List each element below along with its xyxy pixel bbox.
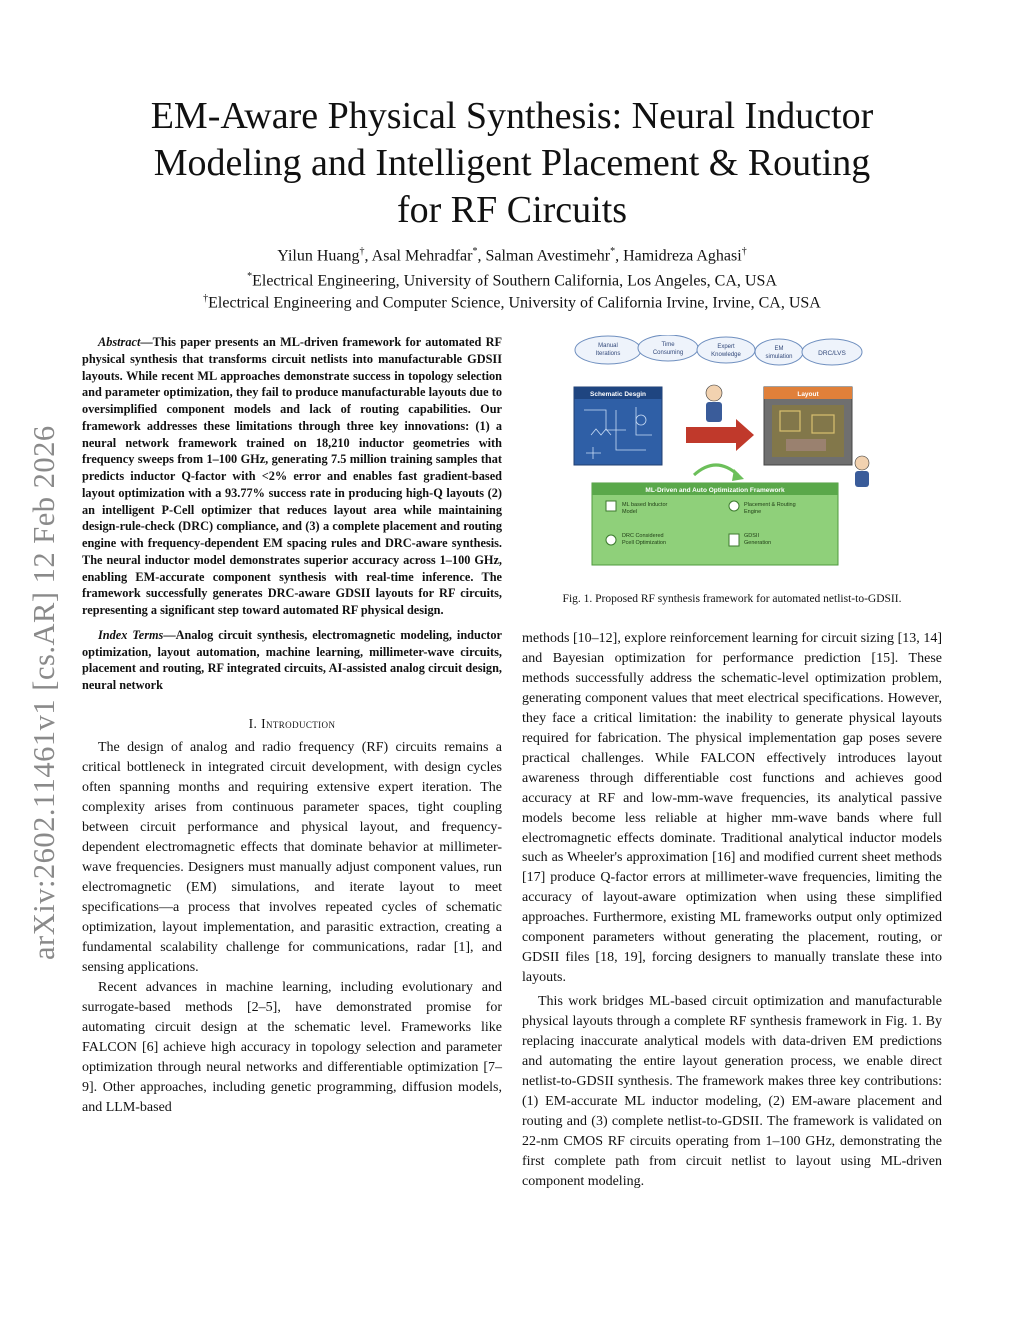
title-line-2: Modeling and Intelligent Placement & Routing xyxy=(153,142,871,184)
schematic-chip xyxy=(574,387,662,465)
gear-icon xyxy=(606,535,616,545)
affil-mark: * xyxy=(472,246,478,257)
cloud-label: simulation xyxy=(765,354,793,360)
cloud-label: Expert xyxy=(717,344,735,350)
affiliation-text: Electrical Engineering, University of Southern California, Los Angeles, CA, USA xyxy=(252,272,777,290)
abstract-lead: Abstract xyxy=(98,335,141,349)
framework-item: DRC Considered xyxy=(622,533,664,539)
cloud-em xyxy=(755,339,803,365)
right-column xyxy=(522,629,942,1192)
figure-caption: Fig. 1. Proposed RF synthesis framework for automated netlist-to-GDSII. xyxy=(562,593,902,605)
framework-item: Placement & Routing xyxy=(744,502,796,508)
body-paragraph: Recent advances in machine learning, including evolutionary and surrogate-based methods [2–5], have demonstrated promise for automating circuit design at the schematic level. Frameworks like FALCON [6] achieve high accuracy in topology selection and parameter optimization through neural networks and differentiable optimization [7–9]. Other approaches, including genetic programming, diffusion models, and LLM-based xyxy=(82,979,502,1115)
cloud-label: Manual xyxy=(598,343,618,349)
cloud-label: DRC/LVS xyxy=(818,350,846,357)
cloud-label: Consuming xyxy=(652,350,684,356)
affil-mark: † xyxy=(741,246,747,257)
left-column xyxy=(82,334,502,1118)
network-icon xyxy=(729,501,739,511)
body-paragraph: methods [10–12], explore reinforcement learning for circuit sizing [13, 14] and Bayesian optimization for performance prediction [15]. These methods successfully address the schematic-level optimization problem, generating component values that meet electrical specifications. However, they face a critical limitation: the inability to generate physical layouts required for fabrication. The physical implementation gap poses severe practical challenges. While FALCON effectively introduces layout awareness through differentiable cost functions and achieves good accuracy at RF and low-mm-wave frequencies, its analytical passive models become less reliable at higher mm-wave bands where full electromagnetic effects dominate. Traditional analytical inductor models such as Wheeler's approximation [16] and modified current sheet methods [17] produce Q-factor errors at millimeter-wave frequencies, limiting the accuracy of layout-aware optimization when using these simplified approaches. Furthermore, existing ML frameworks output only optimized component parameters without generating the placement, routing, or GDSII files [18, 19], forcing designers to manually translate these into layouts. xyxy=(522,631,942,986)
document-icon xyxy=(729,534,739,546)
layout-label: Layout xyxy=(797,391,819,398)
author-list xyxy=(80,240,944,268)
framework-item: Engine xyxy=(744,509,762,515)
title-line-1: EM-Aware Physical Synthesis: Neural Inductor xyxy=(150,95,874,137)
cloud-label: Time xyxy=(661,342,675,348)
cloud-label: EM xyxy=(774,346,784,352)
affiliation-2 xyxy=(80,288,944,314)
framework-item: ML based Inductor xyxy=(622,502,668,508)
person-icon xyxy=(855,456,869,487)
affil-mark: † xyxy=(203,293,209,304)
layout-chip xyxy=(764,387,852,465)
person-icon xyxy=(706,385,722,422)
affil-mark: * xyxy=(247,271,253,282)
section-heading: I. Introduction xyxy=(248,715,336,731)
framework-item: Pcell Optimization xyxy=(622,540,667,546)
body-paragraph: This work bridges ML-based circuit optimization and manufacturable physical layouts through a complete RF synthesis framework in Fig. 1. By replacing inaccurate analytical models with data-driven EM predictions and automating the entire layout generation process, we enable direct netlist-to-GDSII synthesis. The framework makes three key contributions: (1) EM-accurate ML inductor modeling, (2) EM-aware placement and routing and (3) complete netlist-to-GDSII. The framework is validated on 22-nm CMOS RF circuits operating from 1–100 GHz, demonstrating the first complete path from circuit netlist to layout using ML-driven component modeling. xyxy=(522,994,942,1189)
author-name: , Asal Mehradfar xyxy=(364,247,473,265)
affiliation-text: Electrical Engineering and Computer Science, University of California Irvine, Irvine, CA, USA xyxy=(208,294,821,312)
paper-title xyxy=(80,93,944,234)
cycle-arrow-icon xyxy=(694,465,744,481)
abstract xyxy=(82,334,502,619)
framework-figure xyxy=(566,335,884,575)
affil-mark: * xyxy=(610,246,616,257)
author-name: , Salman Avestimehr xyxy=(477,247,611,265)
cloud-drc xyxy=(802,339,862,365)
arrow-right-icon xyxy=(686,419,754,451)
framework-item: GDSII xyxy=(744,533,759,539)
cloud-time xyxy=(638,335,698,361)
cloud-expert xyxy=(697,337,755,363)
chart-icon xyxy=(606,501,616,511)
cloud-manual xyxy=(575,336,641,364)
affil-mark: † xyxy=(359,246,365,257)
arxiv-identifier: arXiv:2602.11461v1 [cs.AR] 12 Feb 2026 xyxy=(27,425,61,960)
body-paragraph: The design of analog and radio frequency (RF) circuits remains a critical bottleneck in integrated circuit development, with design cycles often spanning months and requiring extensive expert iteration. The complexity arises from continuous parameter spaces, tight coupling between circuit performance and physical layout, and frequency-dependent electromagnetic effects that dominate behavior at millimeter-wave frequencies. Designers must manually adjust component values, run electromagnetic (EM) simulations, and iterate layout to meet specifications—a process that involves repeated cycles of schematic optimization, layout implementation, and parasitic extraction, creating a fundamental scalability challenge for communications, radar [1], and sensing applications. xyxy=(82,739,502,975)
framework-item: Generation xyxy=(744,540,772,546)
cloud-label: Knowledge xyxy=(711,352,741,358)
framework-box xyxy=(592,483,838,565)
author-name: , Hamidreza Aghasi xyxy=(615,247,742,265)
cloud-label: Iterations xyxy=(595,351,621,357)
framework-item: Model xyxy=(622,509,637,515)
index-terms-text: —Analog circuit synthesis, electromagnetic modeling, inductor optimization, layout automation, machine learning, millimeter-wave circuits, placement and routing, RF integrated circuits, AI-assisted analog circuit design, neural network xyxy=(82,627,502,692)
author-name: Yilun Huang xyxy=(277,247,360,265)
title-line-3: for RF Circuits xyxy=(396,189,628,231)
index-terms xyxy=(82,627,502,694)
framework-label: ML-Driven and Auto Optimization Framework xyxy=(645,487,785,494)
index-terms-lead: Index Terms xyxy=(98,627,164,642)
abstract-text: —This paper presents an ML-driven framework for automated RF physical synthesis that transforms circuit netlists into manufacturable GDSII layouts. While recent ML approaches demonstrate success in topology selection and parameter optimization, they fail to produce manufacturable layouts due to oversimplified component models and lack of routing capabilities. Our framework addresses these limitations through three key innovations: (1) a neural network framework trained on 18,210 inductor geometries with frequency sweeps from 1–100 GHz, generating 7.5 million training samples that predicts inductor Q-factor with <2% error and enables fast gradient-based layout optimization with a 93.77% success rate in producing high-Q layouts (2) an intelligent P-Cell optimizer that reduces layout area while maintaining design-rule-check (DRC) compliance, and (3) a complete placement and routing engine with frequency-dependent EM spacing rules and DRC-aware synthesis. The neural inductor model demonstrates superior accuracy across 1–100 GHz, enabling EM-accurate component synthesis with real-time inference. The framework successfully generates DRC-aware GDSII layouts for RF circuits, representing a significant step toward automated RF physical design. xyxy=(82,335,502,617)
schematic-label: Schematic Desgin xyxy=(590,391,646,398)
